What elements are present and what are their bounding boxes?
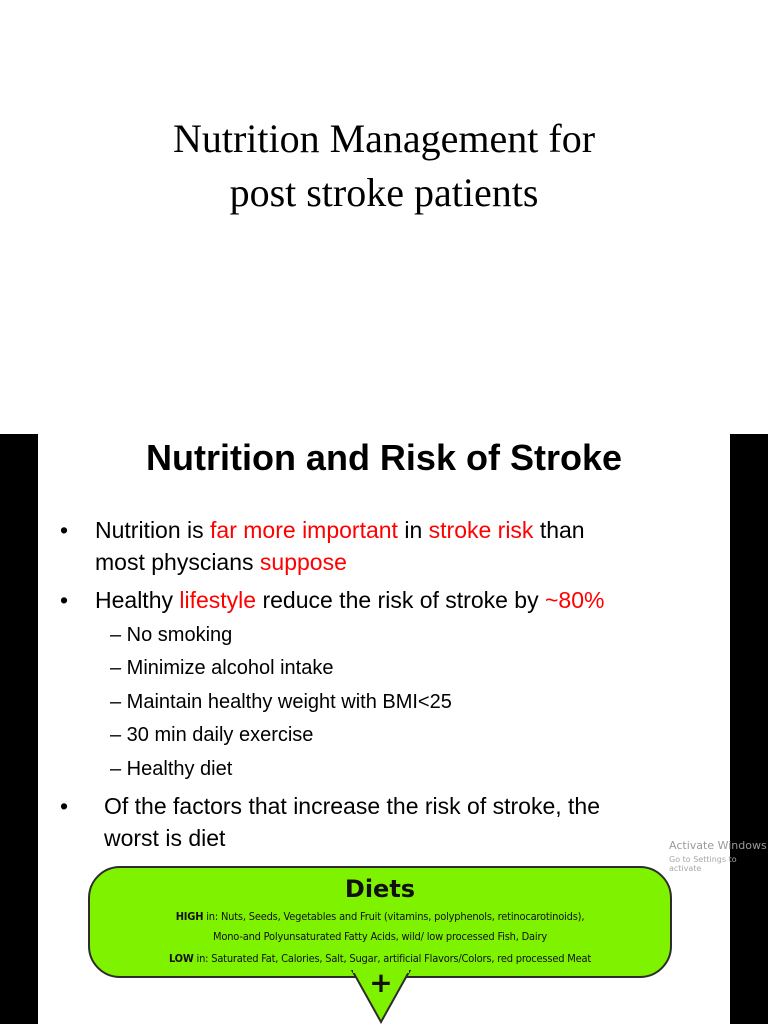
slide-heading: Nutrition and Risk of Stroke xyxy=(145,437,623,478)
activate-windows-watermark: Activate Windows xyxy=(669,839,767,852)
highlight-text: ~80% xyxy=(544,587,605,613)
high-text: in: Nuts, Seeds, Vegetables and Fruit (vitamins, polyphenols, retinocarotinoids), xyxy=(203,910,585,923)
diets-low-line xyxy=(90,952,670,966)
bullet-line: worst is diet xyxy=(104,825,226,851)
bullet-marker: • xyxy=(60,517,69,543)
diets-high-line-2: Mono-and Polyunsaturated Fatty Acids, wild/ low processed Fish, Dairy xyxy=(213,930,547,943)
sub-item-no-smoking: – No smoking xyxy=(110,624,233,646)
sub-item-diet: – Healthy diet xyxy=(110,758,233,780)
sub-item-weight: – Maintain healthy weight with BMI<25 xyxy=(110,691,452,713)
low-text: in: Saturated Fat, Calories, Salt, Sugar, artificial Flavors/Colors, red processed Meat xyxy=(193,952,592,965)
title-line-2: post stroke patients xyxy=(229,170,539,215)
text-run: reduce the risk of stroke by xyxy=(256,587,545,613)
highlight-text: suppose xyxy=(259,549,347,575)
bullet-worst-factor xyxy=(60,790,730,854)
bullet-line xyxy=(95,514,720,546)
activate-windows-subtext: Go to Settings to activate xyxy=(669,855,737,873)
low-label: LOW xyxy=(168,952,194,965)
bullet-healthy-lifestyle xyxy=(60,584,720,616)
diets-high-line xyxy=(90,910,670,924)
sub-item-exercise: – 30 min daily exercise xyxy=(110,724,314,746)
highlight-text: stroke risk xyxy=(428,517,534,543)
diets-title: Diets xyxy=(344,875,416,903)
high-label: HIGH xyxy=(175,910,204,923)
plus-arrow-connector xyxy=(350,966,412,1024)
diets-callout-box xyxy=(88,866,672,978)
text-run: than xyxy=(533,517,585,543)
plus-icon: + xyxy=(369,966,393,999)
highlight-text: lifestyle xyxy=(179,587,257,613)
text-run: most physcians xyxy=(95,549,260,575)
text-run: Healthy xyxy=(95,587,180,613)
highlight-text: far more important xyxy=(210,517,398,543)
bullet-line: Of the factors that increase the risk of stroke, the xyxy=(104,793,601,819)
bullet-marker: • xyxy=(60,587,69,613)
title-slide xyxy=(0,0,768,434)
bullet-marker: • xyxy=(60,793,69,819)
text-run: Nutrition is xyxy=(95,517,211,543)
title-line-1: Nutrition Management for xyxy=(172,116,596,161)
slide-title xyxy=(0,112,768,220)
sub-item-alcohol: – Minimize alcohol intake xyxy=(110,657,334,679)
bullet-line xyxy=(95,546,720,578)
text-run: in xyxy=(397,517,429,543)
bullet-nutrition-importance xyxy=(60,514,720,578)
